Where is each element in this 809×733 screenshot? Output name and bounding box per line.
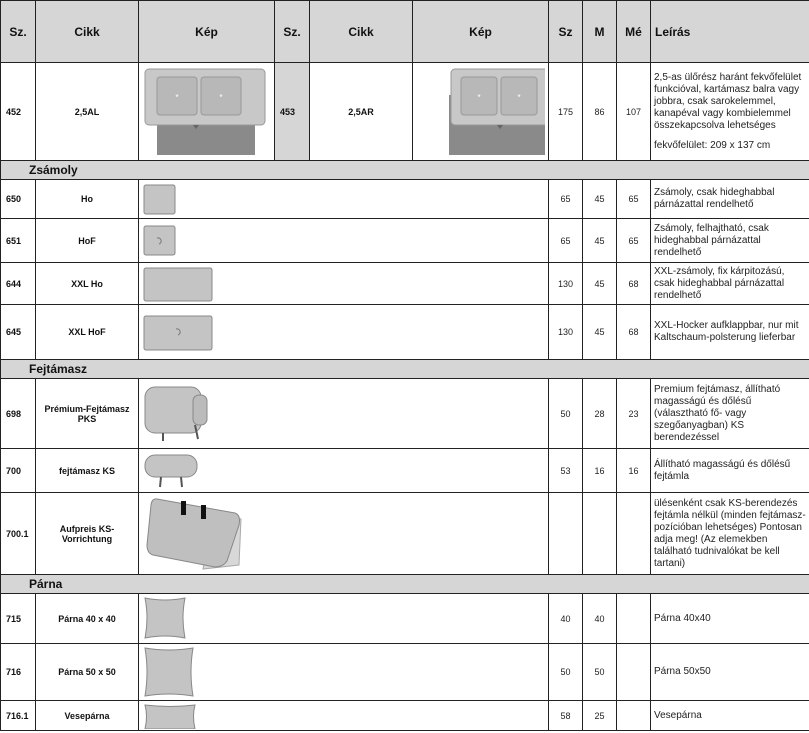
height-value: 65: [617, 180, 651, 219]
item-description: Premium fejtámasz, állítható magasságú és dőlésű (választható fő- vagy szegőanyagban) KS berendezéssel: [651, 379, 809, 449]
width-value: 130: [549, 305, 583, 360]
item-number: 700.1: [1, 493, 36, 575]
ks-mechanism-image: [139, 493, 549, 575]
table-row: [1, 379, 809, 449]
description-text: 2,5-as ülőrész haránt fekvőfelület funkcióval, kartámasz balra vagy jobbra, csak sarokelemmel, kanapéval vagy kombielemmel összekapcsolva lehetséges: [654, 71, 802, 131]
item-description: XXL-Hocker aufklappbar, nur mit Kaltschaum-polsterung lieferbar: [651, 305, 809, 360]
headrest-premium-image: [139, 379, 549, 449]
height-value: [617, 701, 651, 731]
section-title: Zsámoly: [1, 161, 809, 180]
svg-text:*: *: [477, 93, 481, 102]
item-name: Ho: [36, 180, 139, 219]
height-value: 23: [617, 379, 651, 449]
height-value: [617, 644, 651, 701]
sofa-right-drawing: [417, 67, 545, 157]
section-header-zsamoly: [1, 161, 809, 180]
section-title: Párna: [1, 575, 809, 594]
item-number: 644: [1, 263, 36, 305]
width-value: 130: [549, 263, 583, 305]
item-name: Aufpreis KS-Vorrichtung: [36, 493, 139, 575]
depth-value: 16: [583, 449, 617, 493]
height-value: 68: [617, 263, 651, 305]
svg-text:*: *: [175, 93, 179, 102]
col-header-kep: Kép: [139, 1, 275, 63]
depth-value: [583, 493, 617, 575]
headrest-ks-drawing: [143, 453, 201, 491]
depth-value: 40: [583, 594, 617, 644]
depth-value: 86: [583, 63, 617, 161]
ottoman-xxl-folding-drawing: [143, 315, 215, 353]
col-header-width: Sz: [549, 1, 583, 63]
col-header-height: Mé: [617, 1, 651, 63]
depth-value: 28: [583, 379, 617, 449]
table-row: [1, 594, 809, 644]
width-value: 53: [549, 449, 583, 493]
height-value: 16: [617, 449, 651, 493]
col-header-sz: Sz.: [1, 1, 36, 63]
width-value: 40: [549, 594, 583, 644]
table-row: [1, 180, 809, 219]
item-description: XXL-zsámoly, fix kárpitozású, csak hideghabbal párnázattal rendelhető: [651, 263, 809, 305]
col-header-sz-2: Sz.: [275, 1, 310, 63]
item-number: 452: [1, 63, 36, 161]
item-name: Párna 40 x 40: [36, 594, 139, 644]
ottoman-drawing: [143, 225, 177, 257]
item-name: Vesepárna: [36, 701, 139, 731]
ottoman-xxl-image: [139, 263, 549, 305]
section-header-fejtamasz: [1, 360, 809, 379]
item-name: HoF: [36, 219, 139, 263]
header-row: [1, 1, 809, 63]
item-number-right: 453: [275, 63, 310, 161]
depth-value: 50: [583, 644, 617, 701]
sofa-left-drawing: [143, 67, 271, 157]
depth-value: 25: [583, 701, 617, 731]
col-header-cikk: Cikk: [36, 1, 139, 63]
table-row: [1, 219, 809, 263]
ottoman-xxl-folding-image: [139, 305, 549, 360]
width-value: [549, 493, 583, 575]
width-value: 175: [549, 63, 583, 161]
item-description: Párna 50x50: [651, 644, 809, 701]
item-number: 650: [1, 180, 36, 219]
item-description: ülésenként csak KS-berendezés fejtámla nélkül (minden fejtámasz-pozícióban lehetséges) Pontosan adja meg! (Az elemekben található tudnivalókat be kell tartani): [651, 493, 809, 575]
col-header-depth: M: [583, 1, 617, 63]
item-name: XXL HoF: [36, 305, 139, 360]
section-title: Fejtámasz: [1, 360, 809, 379]
table-row: [1, 449, 809, 493]
width-value: 65: [549, 180, 583, 219]
item-description: Zsámoly, csak hideghabbal párnázattal rendelhető: [651, 180, 809, 219]
description-sleeping-area: fekvőfelület: 209 x 137 cm: [654, 139, 771, 151]
lumbar-cushion-drawing: [143, 703, 199, 729]
cushion-50-image: [139, 644, 549, 701]
section-header-parna: [1, 575, 809, 594]
item-number: 698: [1, 379, 36, 449]
item-description: Vesepárna: [651, 701, 809, 731]
item-description: Állítható magasságú és dőlésű fejtámla: [651, 449, 809, 493]
lumbar-cushion-image: [139, 701, 549, 731]
ks-mechanism-drawing: [143, 495, 243, 573]
item-number: 716.1: [1, 701, 36, 731]
sofa-right-image: [413, 63, 549, 161]
table-row: [1, 263, 809, 305]
height-value: [617, 493, 651, 575]
item-description: [651, 63, 809, 161]
item-name: Prémium-Fejtámasz PKS: [36, 379, 139, 449]
item-description: Zsámoly, felhajtható, csak hideghabbal párnázattal rendelhető: [651, 219, 809, 263]
sofa-left-image: [139, 63, 275, 161]
item-description: Párna 40x40: [651, 594, 809, 644]
table-row: [1, 493, 809, 575]
headrest-ks-image: [139, 449, 549, 493]
width-value: 50: [549, 644, 583, 701]
cushion-50-drawing: [143, 646, 197, 700]
item-number: 716: [1, 644, 36, 701]
item-name: fejtámasz KS: [36, 449, 139, 493]
cushion-40-drawing: [143, 596, 189, 642]
height-value: [617, 594, 651, 644]
depth-value: 45: [583, 219, 617, 263]
width-value: 58: [549, 701, 583, 731]
depth-value: 45: [583, 305, 617, 360]
depth-value: 45: [583, 180, 617, 219]
table-row: [1, 305, 809, 360]
col-header-description: Leírás: [651, 1, 809, 63]
width-value: 65: [549, 219, 583, 263]
height-value: 65: [617, 219, 651, 263]
item-name: XXL Ho: [36, 263, 139, 305]
ottoman-drawing: [143, 184, 177, 216]
item-number: 700: [1, 449, 36, 493]
depth-value: 45: [583, 263, 617, 305]
headrest-premium-drawing: [143, 383, 213, 445]
item-number: 715: [1, 594, 36, 644]
item-name-right: 2,5AR: [310, 63, 413, 161]
item-name: Párna 50 x 50: [36, 644, 139, 701]
cushion-40-image: [139, 594, 549, 644]
item-number: 651: [1, 219, 36, 263]
table-row: [1, 644, 809, 701]
ottoman-image: [139, 180, 549, 219]
svg-text:*: *: [517, 93, 521, 102]
item-number: 645: [1, 305, 36, 360]
height-value: 107: [617, 63, 651, 161]
table-row: [1, 701, 809, 731]
height-value: 68: [617, 305, 651, 360]
col-header-cikk-2: Cikk: [310, 1, 413, 63]
ottoman-image: [139, 219, 549, 263]
col-header-kep-2: Kép: [413, 1, 549, 63]
item-name: 2,5AL: [36, 63, 139, 161]
svg-text:*: *: [219, 93, 223, 102]
ottoman-xxl-drawing: [143, 267, 215, 303]
table-row: [1, 63, 809, 161]
width-value: 50: [549, 379, 583, 449]
